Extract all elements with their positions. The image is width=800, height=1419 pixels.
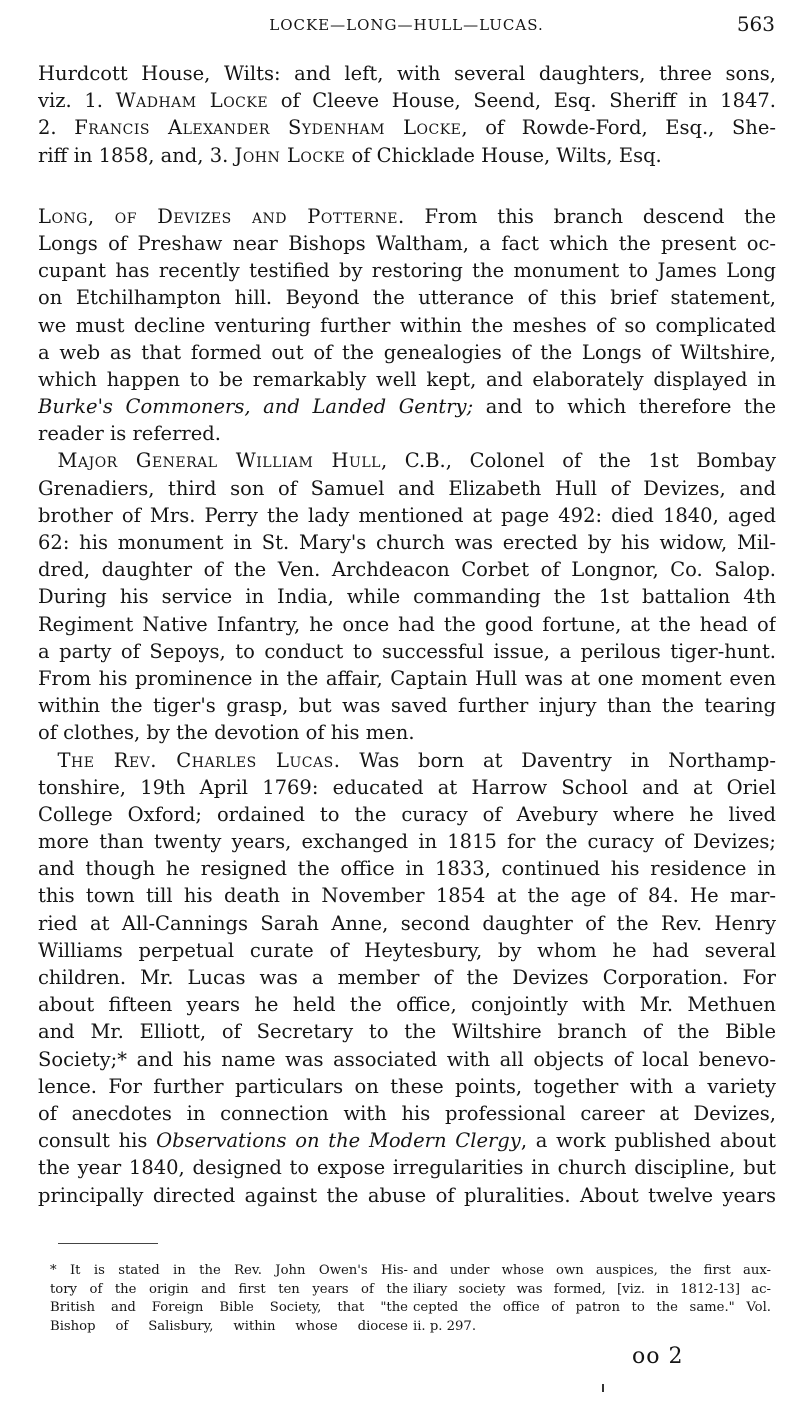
paragraph-gap bbox=[38, 169, 776, 203]
text-line: on Etchilhampton hill. Beyond the utterance of this brief statement, bbox=[38, 286, 776, 310]
footnote-line: Bishop of Salisbury, within whose diocese bbox=[50, 1318, 408, 1334]
text-line: brother of Mrs. Perry the lady mentioned at page 492: died 1840, aged bbox=[38, 503, 776, 527]
page-number: 563 bbox=[736, 12, 775, 36]
text-line: Society;* and his name was associated with all objects of local benevo- bbox=[38, 1047, 776, 1071]
page-header bbox=[38, 12, 775, 42]
text-line: lence. For further particulars on these points, together with a variety bbox=[38, 1074, 776, 1098]
text-line: During his service in India, while commanding the 1st battalion 4th bbox=[38, 585, 776, 609]
text-line: of clothes, by the devotion of his men. bbox=[38, 721, 415, 745]
footnote-column-left bbox=[50, 1262, 408, 1336]
body-text bbox=[38, 60, 776, 1209]
text-line: Major General William Hull, C.B., Colonel of the 1st Bombay bbox=[57, 449, 776, 473]
text-line: 62: his monument in St. Mary's church was erected by his widow, Mil- bbox=[38, 531, 776, 554]
running-head: LOCKE—LONG—HULL—LUCAS. bbox=[269, 16, 544, 34]
name-wadham-locke: Wadham Locke bbox=[115, 89, 269, 113]
name-john-locke: John Locke bbox=[234, 143, 346, 167]
heading-rev-charles-lucas: The Rev. Charles Lucas. bbox=[57, 748, 341, 772]
print-speck bbox=[602, 1384, 604, 1392]
text-line: ried at All-Cannings Sarah Anne, second daughter of the Rev. Henry bbox=[38, 911, 776, 935]
text-line: Grenadiers, third son of Samuel and Elizabeth Hull of Devizes, and bbox=[38, 476, 776, 500]
text-line: and Mr. Elliott, of Secretary to the Wiltshire branch of the Bible bbox=[38, 1020, 776, 1044]
text-line: a web as that formed out of the genealogies of the Longs of Wiltshire, bbox=[38, 340, 776, 364]
text-line: we must decline venturing further within the meshes of so complicated bbox=[38, 313, 776, 337]
text-line: more than twenty years, exchanged in 1815 for the curacy of Devizes; bbox=[38, 830, 776, 854]
text-line: and though he resigned the office in 1833, continued his residence in bbox=[38, 857, 776, 881]
signature-mark: oo 2 bbox=[632, 1344, 684, 1369]
footnote-line: cepted the office of patron to the same." Vol. bbox=[413, 1300, 771, 1315]
footnote-line: and under whose own auspices, the first aux- bbox=[413, 1263, 771, 1278]
footnote-rule bbox=[58, 1243, 158, 1244]
footnote-line: tory of the origin and first ten years of the bbox=[50, 1281, 408, 1297]
footnote-line: British and Foreign Bible Society, that "the bbox=[50, 1300, 408, 1315]
text-line: Longs of Preshaw near Bishops Waltham, a fact which the present oc- bbox=[38, 231, 776, 255]
text-line: a party of Sepoys, to conduct to successful issue, a perilous tiger-hunt. bbox=[38, 639, 776, 663]
text-line: children. Mr. Lucas was a member of the Devizes Corporation. For bbox=[38, 966, 776, 989]
title-burkes-commoners: Burke's Commoners, and Landed Gentry; bbox=[38, 395, 474, 419]
text-line: tonshire, 19th April 1769: educated at Harrow School and at Oriel bbox=[38, 775, 776, 799]
text-line: principally directed against the abuse of pluralities. About twelve years bbox=[38, 1183, 776, 1207]
footnote-column-right bbox=[413, 1262, 771, 1336]
text-line: the year 1840, designed to expose irregularities in church discipline, but bbox=[38, 1156, 776, 1180]
text-line: From his prominence in the affair, Captain Hull was at one moment even bbox=[38, 666, 776, 690]
title-observations-modern-clergy: Observations on the Modern Clergy bbox=[156, 1129, 521, 1153]
text-line: within the tiger's grasp, but was saved further injury than the tearing bbox=[38, 694, 776, 718]
text-line: riff in 1858, and, 3. John Locke of Chicklade House, Wilts, Esq. bbox=[38, 143, 662, 167]
text-line: Long, of Devizes and Potterne. From this branch descend the bbox=[38, 204, 776, 228]
text-line: Burke's Commoners, and Landed Gentry; and to which therefore the bbox=[38, 395, 776, 419]
text-line: of anecdotes in connection with his professional career at Devizes, bbox=[38, 1101, 776, 1125]
text-line: viz. 1. Wadham Locke of Cleeve House, Seend, Esq. Sheriff in 1847. bbox=[38, 89, 776, 113]
name-francis-locke: Francis Alexander Sydenham Locke bbox=[74, 116, 462, 140]
text-line: cupant has recently testified by restoring the monument to James Long bbox=[38, 259, 776, 283]
text-line: College Oxford; ordained to the curacy of Avebury where he lived bbox=[38, 802, 776, 826]
text-line: reader is referred. bbox=[38, 422, 221, 446]
heading-long-of-devizes: Long, of Devizes and Potterne. bbox=[38, 204, 405, 228]
text-line: which happen to be remarkably well kept, and elaborately displayed in bbox=[38, 367, 776, 391]
footnote-line: ii. p. 297. bbox=[413, 1318, 477, 1334]
text-line: Regiment Native Infantry, he once had the good fortune, at the head of bbox=[38, 612, 776, 636]
text-line: dred, daughter of the Ven. Archdeacon Corbet of Longnor, Co. Salop. bbox=[38, 558, 776, 582]
footnote-line: iliary society was formed, [viz. in 1812-13] ac- bbox=[413, 1281, 771, 1297]
text-line: Williams perpetual curate of Heytesbury, by whom he had several bbox=[38, 938, 776, 962]
text-line: Hurdcott House, Wilts: and left, with several daughters, three sons, bbox=[38, 62, 776, 85]
text-line: consult his Observations on the Modern Clergy, a work published about bbox=[38, 1129, 776, 1153]
text-line: about fifteen years he held the office, conjointly with Mr. Methuen bbox=[38, 993, 776, 1017]
footnote-line: * It is stated in the Rev. John Owen's His- bbox=[50, 1263, 408, 1278]
text-line: this town till his death in November 1854 at the age of 84. He mar- bbox=[38, 884, 776, 908]
heading-major-general-hull: Major General William Hull bbox=[57, 449, 381, 473]
text-line: The Rev. Charles Lucas. Was born at Daventry in Northamp- bbox=[57, 748, 776, 772]
footnote bbox=[38, 1262, 776, 1342]
text-line: 2. Francis Alexander Sydenham Locke, of Rowde-Ford, Esq., She- bbox=[38, 116, 776, 140]
